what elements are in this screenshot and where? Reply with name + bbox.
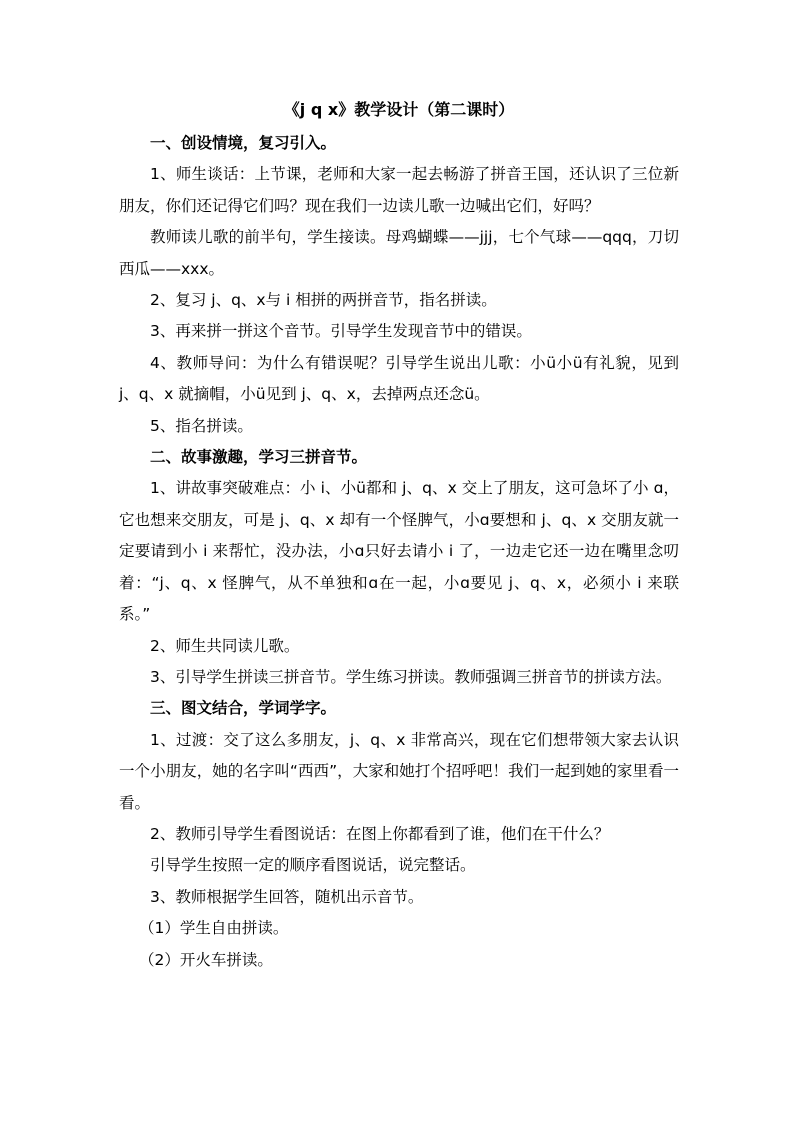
section-heading-1: 一、创设情境，复习引入。 xyxy=(150,134,337,152)
section-heading-3: 三、图文结合，学词学字。 xyxy=(150,699,337,718)
paragraph: 4、教师导问：为什么有错误呢？引导学生说出儿歌：小ü小ü有礼貌，见到 j、q、x 就摘帽，小ü见到 j、q、x，去掉两点还念ü。 xyxy=(119,353,679,404)
paragraph: 2、复习 j、q、x与 i 相拼的两拼音节，指名拼读。 xyxy=(150,291,497,310)
paragraph: 2、教师引导学生看图说话：在图上你都看到了谁，他们在干什么？ xyxy=(150,824,610,843)
paragraph: 2、师生共同读儿歌。 xyxy=(150,636,300,655)
paragraph: 引导学生按照一定的顺序看图说话，说完整话。 xyxy=(150,856,476,875)
section-heading-2: 二、故事激趣，学习三拼音节。 xyxy=(150,448,368,467)
paragraph: 3、再来拼一拼这个音节。引导学生发现音节中的错误。 xyxy=(150,322,532,341)
list-item: （1）学生自由拼读。 xyxy=(139,919,289,938)
list-item: （2）开火车拼读。 xyxy=(139,950,273,969)
document-title: 《j q x》教学设计（第二课时） xyxy=(283,100,515,119)
paragraph: 1、讲故事突破难点：小 i、小ü都和 j、q、x 交上了朋友，这可急坏了小 ɑ，它也想来交朋友，可是 j、q、x 却有一个怪脾气，小ɑ要想和 j、q、x 交朋友就一定要请到小 i 来帮忙，没办法，小ɑ只好去请小 i 了，一边走它还一边在嘴里念叨着：“j、q、x 怪脾气，从不单独和ɑ在一起，小ɑ要见 j、q、x，必须小 i 来联系。” xyxy=(119,479,679,624)
paragraph: 3、引导学生拼读三拼音节。学生练习拼读。教师强调三拼音节的拼读方法。 xyxy=(150,667,672,686)
paragraph: 1、过渡：交了这么多朋友，j、q、x 非常高兴，现在它们想带领大家去认识一个小朋友，她的名字叫“西西”，大家和她打个招呼吧！我们一起到她的家里看一看。 xyxy=(119,730,679,812)
paragraph: 5、指名拼读。 xyxy=(150,416,253,435)
document-page xyxy=(119,96,679,976)
paragraph: 教师读儿歌的前半句，学生接读。母鸡蝴蝶——jjj，七个气球——qqq，刀切西瓜——xxx。 xyxy=(119,228,679,278)
paragraph: 1、师生谈话：上节课，老师和大家一起去畅游了拼音王国，还认识了三位新朋友，你们还记得它们吗？现在我们一边读儿歌一边喊出它们，好吗？ xyxy=(119,165,679,215)
paragraph: 3、教师根据学生回答，随机出示音节。 xyxy=(150,887,424,906)
